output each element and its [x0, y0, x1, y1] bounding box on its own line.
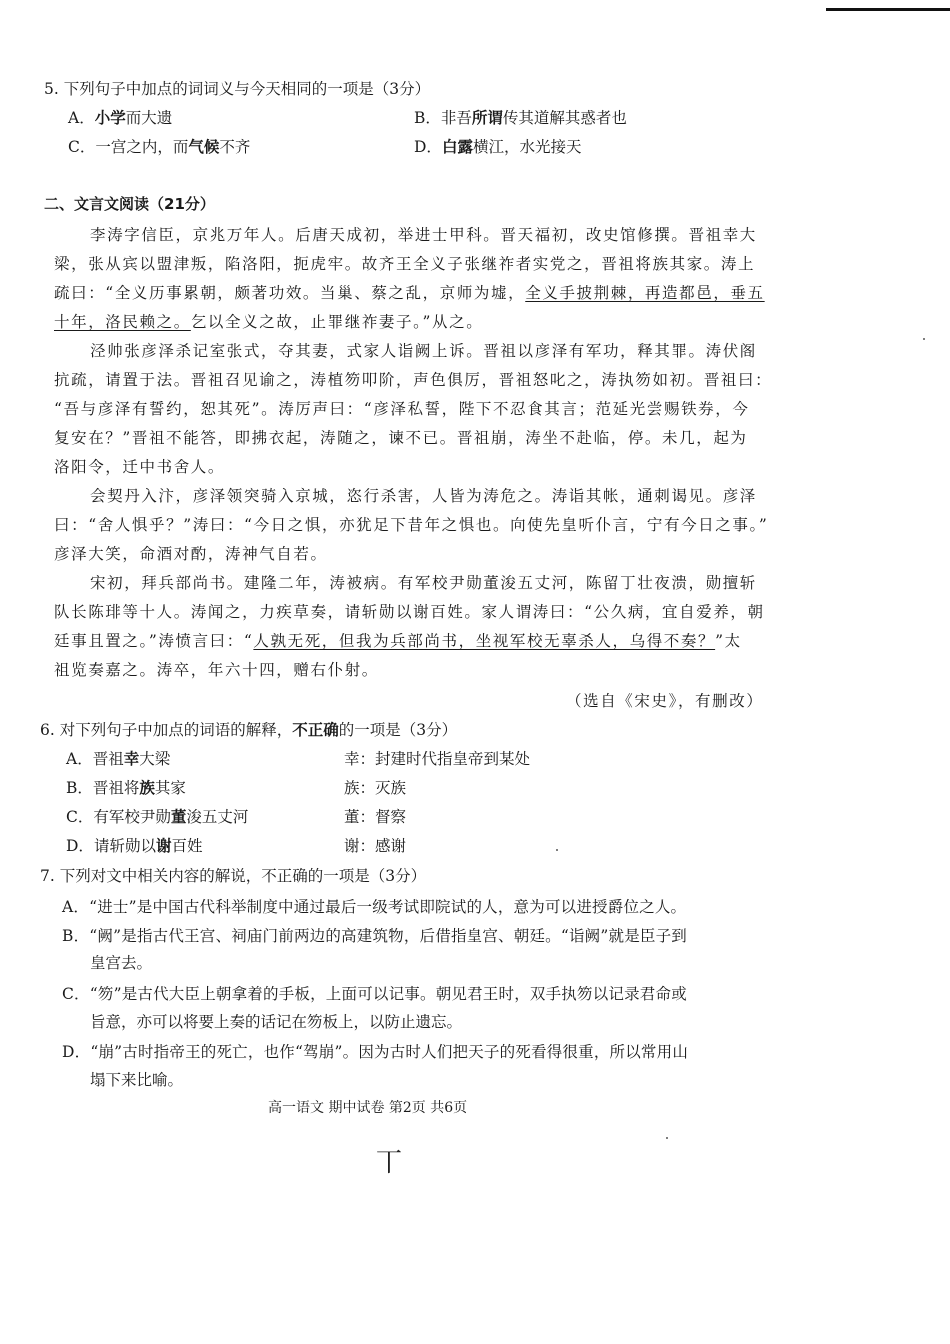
q5-option-a: A．小学而大遗: [68, 108, 173, 127]
passage-line: 抗疏，请置于法。晋祖召见谕之，涛植笏叩阶，声色俱厉，晋祖怒叱之，涛执笏如初。晋祖曰：: [54, 371, 773, 389]
q7-option-a: A．“进士”是中国古代科举制度中通过最后一级考试即院试的人，意为可以进授爵位之人。: [62, 898, 687, 916]
passage-line: “吾与彦泽有誓约，恕其死”。涛厉声曰：“彦泽私誓，陛下不忍食其言；范延光尝赐铁券，今: [54, 400, 750, 418]
q7-option-c: C．“笏”是古代大臣上朝拿着的手板，上面可以记事。朝见君王时，双手执笏以记录君命或: [62, 985, 687, 1003]
q7-option-b-cont: 皇宫去。: [90, 954, 153, 972]
passage-line: 泾帅张彦泽杀记室张式，夺其妻，式家人诣阙上诉。晋祖以彦泽有军功，释其罪。涛伏阁: [90, 342, 757, 360]
section-title: 二、文言文阅读（21分）: [44, 195, 215, 213]
passage-line: 曰：“舍人惧乎？”涛曰：“今日之惧，亦犹足下昔年之惧也。向使先皇听仆言，宁有今日之事。”: [54, 516, 769, 534]
scan-speck: [923, 338, 925, 340]
underlined-sentence: 十年，洛民赖之。: [54, 313, 191, 331]
q7-option-d: D．“崩”古时指帝王的死亡，也作“驾崩”。因为古时人们把天子的死看得很重，所以常用山: [62, 1043, 689, 1061]
q5-option-c: C．一宫之内，而气候不齐: [68, 137, 251, 156]
passage-line: 李涛字信臣，京兆万年人。后唐天成初，举进士甲科。晋天福初，改史馆修撰。晋祖幸大: [90, 226, 757, 244]
q7-option-b: B．“阙”是指古代王宫、祠庙门前两边的高建筑物，后借指皇宫、朝廷。“诣阙”就是臣子到: [62, 927, 687, 945]
underlined-sentence: 人孰无死，但我为兵部尚书，坐视军校无辜杀人，乌得不奏？: [253, 632, 716, 650]
passage-line: 祖览奏嘉之。涛卒，年六十四，赠右仆射。: [54, 661, 379, 679]
passage-line: 梁，张从宾以盟津叛，陷洛阳，扼虎牢。故齐王全义子张继祚者实党之，晋祖将族其家。涛上: [54, 255, 756, 273]
q6-gloss-c: 董：督察: [344, 808, 407, 826]
passage-line: 宋初，拜兵部尚书。建隆二年，涛被病。有军校尹勋董浚五丈河，陈留丁壮夜溃，勋擅斩: [90, 574, 757, 592]
q5-stem: 5. 下列句子中加点的词词义与今天相同的一项是（3分）: [44, 80, 431, 98]
passage-line: 会契丹入汴，彦泽领突骑入京城，恣行杀害，人皆为涛危之。涛诣其帐，通刺谒见。彦泽: [90, 487, 757, 505]
q7-option-c-cont: 旨意，亦可以将要上奏的话记在笏板上，以防止遗忘。: [90, 1013, 463, 1031]
passage-line: 彦泽大笑，命酒对酌，涛神气自若。: [54, 545, 328, 563]
scan-speck: [556, 849, 558, 851]
q5-option-d: D．白露横江，水光接天: [414, 137, 582, 156]
q6-option-d: D．请斩勋以谢百姓: [66, 836, 203, 855]
scan-speck: [666, 1137, 668, 1139]
passage-line: 廷事且置之。”涛愤言曰：“人孰无死，但我为兵部尚书，坐视军校无辜杀人，乌得不奏？”太: [54, 632, 742, 650]
emphasis-word: 白露: [441, 137, 473, 156]
passage-line: 疏曰：“全义历事累朝，颇著功效。当巢、蔡之乱，京师为墟，全义手披荆棘，再造都邑，垂五: [54, 284, 765, 302]
passage-line: 复安在？”晋祖不能答，即拂衣起，涛随之，谏不已。晋祖崩，涛坐不赴临，停。未几，起为: [54, 429, 748, 447]
passage-source: （选自《宋史》，有删改）: [566, 692, 764, 710]
bottom-mark: 丅: [376, 1148, 403, 1178]
passage-line: 队长陈琲等十人。涛闻之，力疾草奏，请斩勋以谢百姓。家人谓涛曰：“公久病，宜自爱养，朝: [54, 603, 765, 621]
q5-option-b: B．非吾所谓传其道解其惑者也: [414, 108, 627, 127]
passage-line: 洛阳令，迁中书舍人。: [54, 458, 226, 476]
q6-gloss-b: 族：灭族: [344, 779, 407, 797]
top-edge-line: [826, 8, 950, 11]
q6-option-b: B．晋祖将族其家: [66, 778, 186, 797]
page-footer: 高一语文 期中试卷 第2页 共6页: [268, 1100, 468, 1116]
q6-option-a: A．晋祖幸大梁: [66, 749, 171, 768]
q6-gloss-d: 谢：感谢: [344, 837, 407, 855]
emphasis-word: 董: [170, 807, 187, 826]
emphasis-word: 小学: [94, 108, 126, 127]
emphasis-word: 谢: [155, 836, 172, 855]
q7-option-d-cont: 塌下来比喻。: [90, 1071, 184, 1089]
emphasis-word: 所谓: [471, 108, 503, 127]
q7-stem: 7. 下列对文中相关内容的解说，不正确的一项是（3分）: [40, 867, 427, 885]
underlined-sentence: 全义手披荆棘，再造都邑，垂五: [525, 284, 765, 302]
emphasis-word: 不正确: [292, 720, 339, 739]
q6-option-c: C．有军校尹勋董浚五丈河: [66, 807, 249, 826]
q6-gloss-a: 幸：封建时代指皇帝到某处: [344, 750, 531, 768]
emphasis-word: 族: [139, 778, 155, 797]
passage-line: 十年，洛民赖之。乞以全义之故，止罪继祚妻子。”从之。: [54, 313, 484, 331]
emphasis-word: 气候: [188, 137, 220, 156]
q6-stem: 6. 对下列句子中加点的词语的解释，不正确的一项是（3分）: [40, 720, 458, 739]
emphasis-word: 幸: [123, 749, 140, 768]
